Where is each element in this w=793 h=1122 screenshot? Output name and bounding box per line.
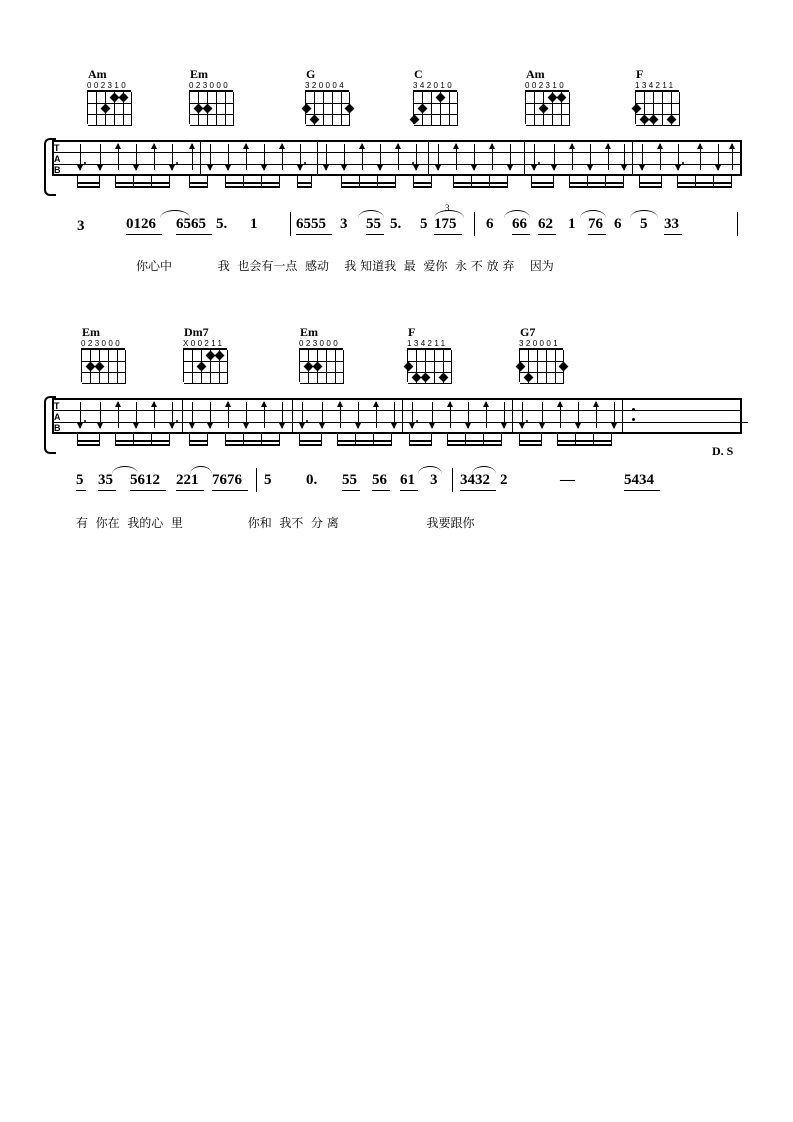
lyrics-line: 你心中 我 也会有一点 感动 我 知道我 最 爱你 永 不 放 弃 因为 — [136, 259, 554, 273]
note-group: 5 — [264, 472, 272, 488]
chord-fingering: X00211 — [183, 339, 225, 348]
chord-diagram-g7 — [518, 326, 572, 382]
chord-diagram-f-1 — [634, 68, 688, 124]
chord-grid — [183, 348, 227, 382]
chord-name: Em — [82, 325, 100, 339]
chord-fingering: 320001 — [519, 339, 561, 348]
note-group: 55 — [342, 472, 357, 488]
tab-staff — [52, 398, 742, 448]
chord-name: G — [306, 67, 316, 81]
chord-fingering: 342010 — [413, 81, 455, 90]
chord-fingering: 002310 — [525, 81, 567, 90]
note-group: 7676 — [212, 472, 242, 488]
note-group: 6565 — [176, 216, 206, 232]
note-group: 1 — [250, 216, 258, 232]
chord-fingering: 320004 — [305, 81, 347, 90]
note-group: 76 — [588, 216, 603, 232]
chord-name: G7 — [520, 325, 536, 339]
note-group: 55 — [366, 216, 381, 232]
chord-grid — [81, 348, 125, 382]
chord-grid — [189, 90, 233, 124]
note-group: 5. — [390, 216, 402, 232]
note-group: 221 — [176, 472, 199, 488]
note-group: 6 — [614, 216, 622, 232]
chord-name: F — [636, 67, 644, 81]
note-group: 0. — [306, 472, 318, 488]
note-group: 3 — [430, 472, 438, 488]
note-group: 6555 — [296, 216, 326, 232]
chord-name: Am — [526, 67, 545, 81]
note-group: 5. — [216, 216, 228, 232]
note-group: 175 — [434, 216, 457, 232]
chord-diagram-g-1 — [304, 68, 358, 124]
chord-name: F — [408, 325, 416, 339]
chord-grid — [407, 348, 451, 382]
tab-clef-letters: T A B — [54, 143, 61, 175]
chord-name: C — [414, 67, 423, 81]
chord-diagram-dm7 — [182, 326, 236, 382]
note-group: 5 — [420, 216, 428, 232]
chord-diagram-am-1 — [86, 68, 140, 124]
chord-fingering: 134211 — [407, 339, 448, 348]
lyrics-line: 有 你在 我的心 里 你和 我不 分 离 我要跟你 — [76, 516, 475, 530]
chord-grid — [299, 348, 343, 382]
tab-staff — [52, 140, 742, 190]
chord-fingering: 134211 — [635, 81, 676, 90]
note-group: 62 — [538, 216, 553, 232]
note-group: 5 — [76, 472, 84, 488]
note-group: 2 — [500, 472, 508, 488]
chord-diagram-em-3 — [298, 326, 352, 382]
note-group: 35 — [98, 472, 113, 488]
note-group: 5612 — [130, 472, 160, 488]
note-group: 3432 — [460, 472, 490, 488]
note-sustain-dash: — — [560, 472, 575, 488]
measure-number: 3 — [77, 218, 85, 234]
chord-grid — [519, 348, 563, 382]
note-group: 61 — [400, 472, 415, 488]
chord-fingering: 023000 — [81, 339, 123, 348]
chord-name: Dm7 — [184, 325, 209, 339]
chord-grid — [87, 90, 131, 124]
chord-grid — [635, 90, 679, 124]
tab-clef-letters: T A B — [54, 401, 61, 433]
note-group: 0126 — [126, 216, 156, 232]
chord-grid — [525, 90, 569, 124]
chord-diagram-am-2 — [524, 68, 578, 124]
note-group: 1 — [568, 216, 576, 232]
chord-diagram-c-1 — [412, 68, 466, 124]
note-group: 3 — [340, 216, 348, 232]
note-group: 66 — [512, 216, 527, 232]
chord-name: Em — [300, 325, 318, 339]
chord-fingering: 023000 — [299, 339, 341, 348]
note-group: 33 — [664, 216, 679, 232]
chord-diagram-em-1 — [188, 68, 242, 124]
chord-fingering: 023000 — [189, 81, 231, 90]
note-group: 6 — [486, 216, 494, 232]
chord-fingering: 002310 — [87, 81, 129, 90]
long-rest-dash: — — [733, 414, 748, 430]
ds-marker: D. S — [712, 444, 734, 458]
note-group: 56 — [372, 472, 387, 488]
chord-name: Em — [190, 67, 208, 81]
note-group: 5434 — [624, 472, 654, 488]
chord-grid — [305, 90, 349, 124]
chord-name: Am — [88, 67, 107, 81]
chord-grid — [413, 90, 457, 124]
chord-diagram-f-2 — [406, 326, 460, 382]
triplet-marker: 3 — [445, 203, 450, 213]
chord-diagram-em-2 — [80, 326, 134, 382]
note-group: 5 — [640, 216, 648, 232]
